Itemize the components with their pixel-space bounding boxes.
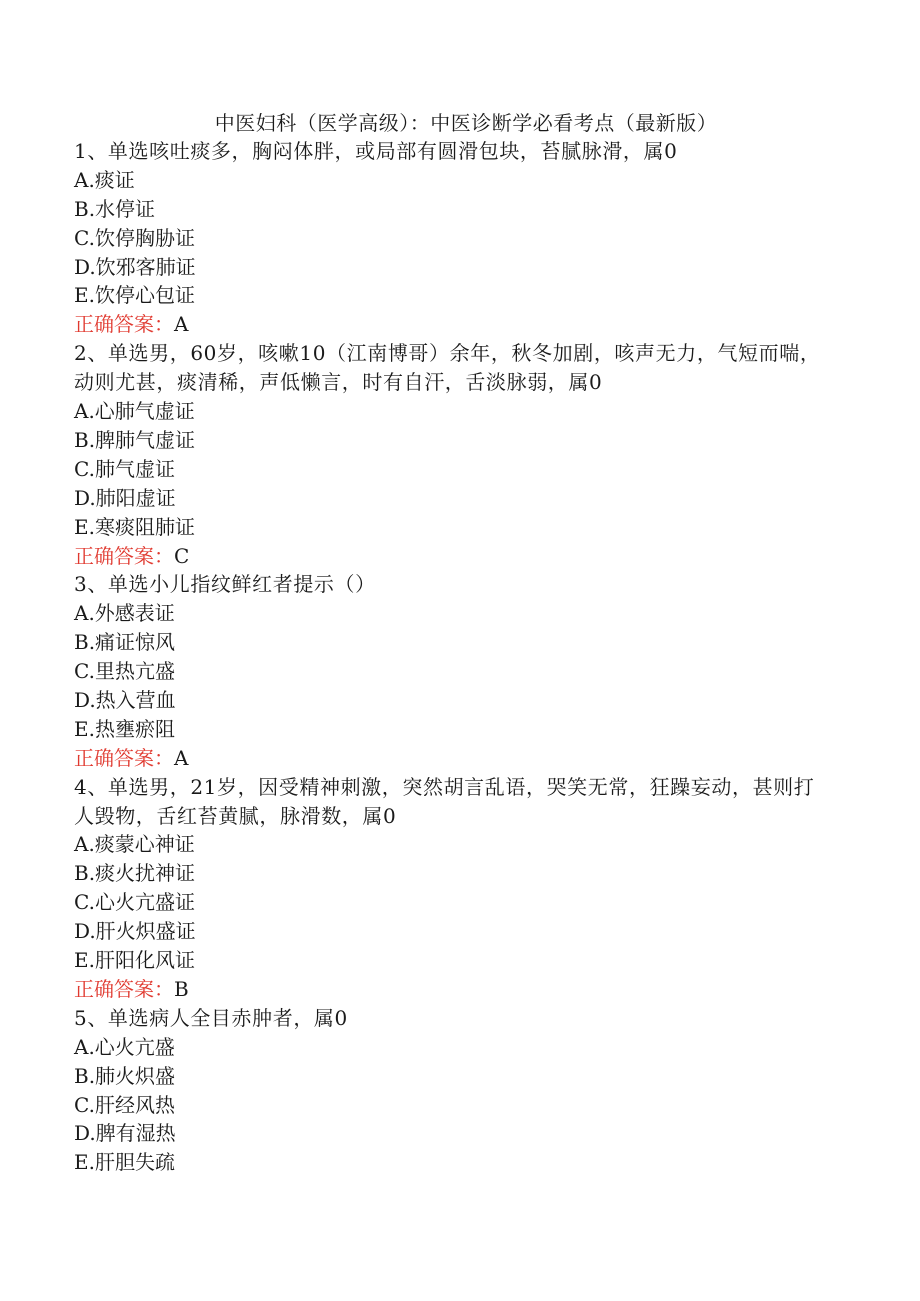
question-stem: 1、单选咳吐痰多，胸闷体胖，或局部有圆滑包块，苔腻脉滑，属0 <box>74 139 678 163</box>
question-stem: 3、单选小儿指纹鲜红者提示（） <box>74 572 376 597</box>
option-c: C.肺气虚证 <box>74 456 175 481</box>
option-a: A.心火亢盛 <box>74 1034 175 1059</box>
option-e: E.饮停心包证 <box>74 283 195 308</box>
question-stem: 4、单选男，21岁，因受精神刺激，突然胡言乱语，哭笑无常，狂躁妄动，甚则打人毁物，舌红苔黄腻，脉滑数，属0 <box>74 774 815 828</box>
answer-value: C <box>174 543 190 568</box>
option-a: A.外感表证 <box>74 601 175 626</box>
answer-label: 正确答案： <box>74 745 174 770</box>
answer-label: 正确答案： <box>74 976 174 1001</box>
option-a: A.痰蒙心神证 <box>74 832 195 857</box>
option-b: B.水停证 <box>74 196 156 221</box>
answer-value: B <box>174 976 189 1001</box>
option-d: D.饮邪客肺证 <box>74 254 196 279</box>
option-d: D.热入营血 <box>74 687 176 712</box>
question-3 <box>74 570 834 772</box>
option-c: C.肝经风热 <box>74 1092 175 1117</box>
document-page <box>74 109 834 1177</box>
option-e: E.热壅瘀阻 <box>74 716 175 741</box>
answer-label: 正确答案： <box>74 312 174 337</box>
option-c: C.里热亢盛 <box>74 659 175 684</box>
answer-line <box>74 542 834 571</box>
option-c: C.心火亢盛证 <box>74 890 195 915</box>
question-stem: 5、单选病人全目赤肿者，属0 <box>74 1005 348 1030</box>
answer-line <box>74 975 834 1004</box>
answer-label: 正确答案： <box>74 543 174 568</box>
option-b: B.痛证惊风 <box>74 630 176 655</box>
document-title: 中医妇科（医学高级）：中医诊断学必看考点（最新版） <box>214 111 718 135</box>
option-e: E.肝胆失疏 <box>74 1150 175 1175</box>
answer-value: A <box>174 312 189 337</box>
option-b: B.肺火炽盛 <box>74 1063 176 1088</box>
option-d: D.肺阳虚证 <box>74 485 176 510</box>
option-e: E.寒痰阻肺证 <box>74 514 195 539</box>
option-d: D.脾有湿热 <box>74 1121 176 1146</box>
question-stem: 2、单选男，60岁，咳嗽10（江南博哥）余年，秋冬加剧，咳声无力，气短而喘，动则尤甚，痰清稀，声低懒言，时有自汗，舌淡脉弱，属0 <box>74 341 821 395</box>
question-4 <box>74 773 834 1004</box>
question-5 <box>74 1004 834 1177</box>
option-a: A.痰证 <box>74 167 135 192</box>
option-b: B.痰火扰神证 <box>74 861 196 886</box>
answer-line <box>74 310 834 339</box>
option-a: A.心肺气虚证 <box>74 399 195 424</box>
answer-line <box>74 744 834 773</box>
answer-value: A <box>174 745 189 770</box>
option-c: C.饮停胸胁证 <box>74 225 195 250</box>
question-1 <box>74 137 834 339</box>
option-e: E.肝阳化风证 <box>74 948 195 973</box>
option-b: B.脾肺气虚证 <box>74 427 196 452</box>
question-2 <box>74 339 834 570</box>
option-d: D.肝火炽盛证 <box>74 919 196 944</box>
